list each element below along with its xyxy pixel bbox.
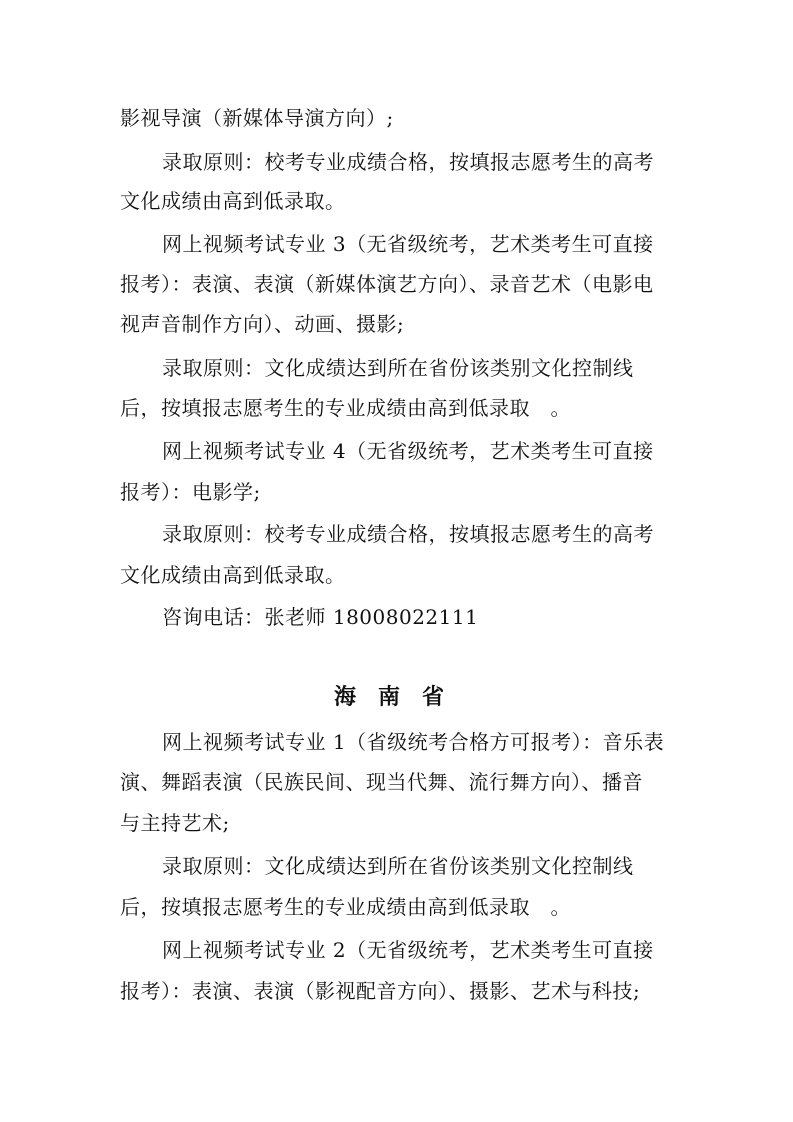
paragraph-line: 视声音制作方向）、动画、摄影; [120,312,405,336]
paragraph-line: 文化成绩由高到低录取。 [120,563,346,587]
paragraph-line: 报考）：表演、表演（新媒体演艺方向）、录音艺术（电影电 [120,272,654,296]
paragraph-line: 后，按填报志愿考生的专业成绩由高到低录取 。 [120,396,571,420]
paragraph-line: 影视导演（新媒体导演方向）; [120,106,394,130]
paragraph-line: 报考）：电影学; [120,480,261,504]
paragraph-line: 录取原则：文化成绩达到所在省份该类别文化控制线 [162,854,634,878]
paragraph-line: 演、舞蹈表演（民族民间、现当代舞、流行舞方向）、播音 [120,770,643,794]
paragraph-line: 与主持艺术; [120,811,230,835]
section-heading: 海南省 [333,685,466,710]
paragraph-line: 后，按填报志愿考生的专业成绩由高到低录取 。 [120,895,571,919]
paragraph-line: 录取原则：文化成绩达到所在省份该类别文化控制线 [162,356,634,380]
paragraph-line: 网上视频考试专业 3（无省级统考，艺术类考生可直接 [162,232,654,256]
paragraph-line: 报考）：表演、表演（影视配音方向）、摄影、艺术与科技; [120,979,641,1003]
paragraph-line: 网上视频考试专业 4（无省级统考，艺术类考生可直接 [162,439,654,463]
paragraph-line: 网上视频考试专业 2（无省级统考，艺术类考生可直接 [162,938,654,962]
contact-phone-line: 咨询电话：张老师 18008022111 [162,605,479,629]
paragraph-line: 录取原则：校考专业成绩合格，按填报志愿考生的高考 [162,522,654,546]
paragraph-line: 文化成绩由高到低录取。 [120,189,346,213]
paragraph-line: 网上视频考试专业 1（省级统考合格方可报考）：音乐表 [162,730,665,754]
paragraph-line: 录取原则：校考专业成绩合格，按填报志愿考生的高考 [162,150,654,174]
